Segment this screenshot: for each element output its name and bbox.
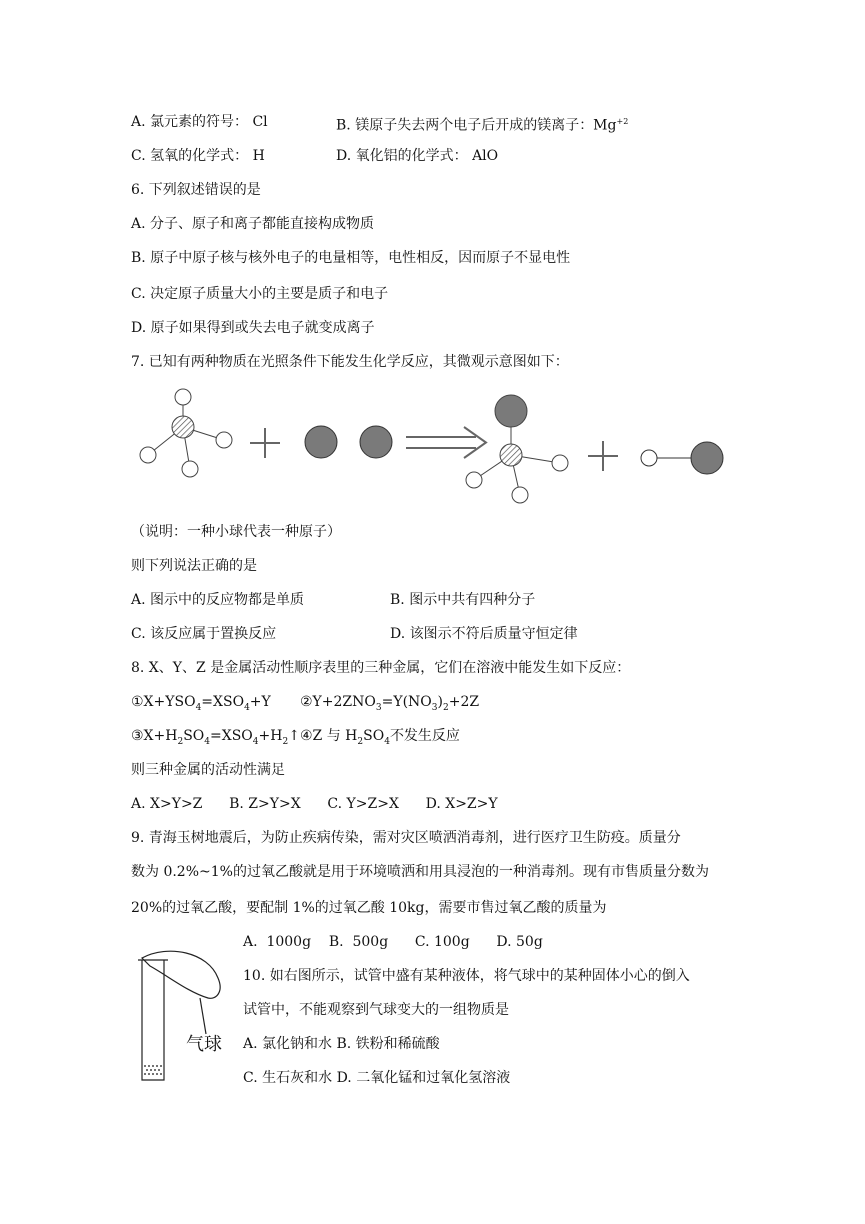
q8-r1-part: =XSO [201,694,245,710]
q8-reaction-3 [131,726,300,752]
q9-line-2: 数为 0.2%~1%的过氧乙酸就是用于环境喷洒和用具浸泡的一种消毒剂。现有市售质量分数为 [131,864,709,880]
q8-r4-sub: 4 [384,736,390,747]
q5-option-d: D. 氧化铝的化学式： AlO [336,148,499,164]
q8-reaction-4 [300,726,460,752]
q7-option-b: B. 图示中共有四种分子 [390,592,536,608]
q8-r2-part: ②Y+2ZNO [300,694,376,710]
q5-option-a: A. 氯元素的符号： Cl [131,114,268,130]
q7-note: （说明：一种小球代表一种原子） [131,524,341,540]
test-tube-balloon-figure [128,948,238,1088]
q8-r1-part: +Y [249,694,271,710]
q9-line-3: 20%的过氧乙酸，要配制 1%的过氧乙酸 10kg，需要市售过氧乙酸的质量为 [131,900,607,916]
q8-r4-part: 不发生反应 [389,728,460,744]
reaction-diagram [0,385,865,515]
q7-stem: 7. 已知有两种物质在光照条件下能发生化学反应，其微观示意图如下： [131,354,569,370]
q8-r3-part: +H [258,728,283,744]
q8-options: A. X>Y>Z B. Z>Y>X C. Y>Z>X D. X>Z>Y [131,796,498,812]
q10-line-2: 试管中，不能观察到气球变大的一组物质是 [243,1002,509,1018]
q5-option-b [336,112,628,136]
q8-r3-sub: 4 [204,736,211,747]
q8-reaction-2 [300,692,479,718]
q7-option-d: D. 该图示不符后质量守恒定律 [390,626,578,642]
q8-r3-arrow: ↑ [288,728,300,744]
q8-r3-part: ③X+H [131,728,178,744]
reactant-molecule-1 [140,389,232,477]
q7-lead: 则下列说法正确的是 [131,558,257,574]
q6-option-c: C. 决定原子质量大小的主要是质子和电子 [131,286,389,302]
q8-r2-sub: 3 [375,702,382,713]
q10-line-1: 10. 如右图所示，试管中盛有某种液体，将气球中的某种固体小心的倒入 [243,968,690,984]
q8-r3-sub: 2 [177,736,184,747]
product-molecule-1 [466,395,568,503]
product-molecule-2 [641,442,723,474]
q8-r2-sub: 3 [431,702,438,713]
q5-option-b-text: B. 镁原子失去两个电子后开成的镁离子：Mg [336,117,617,134]
q9-options: A. 1000g B. 500g C. 100g D. 50g [243,934,543,950]
q6-option-a: A. 分子、原子和离子都能直接构成物质 [131,216,375,232]
q6-stem: 6. 下列叙述错误的是 [131,182,261,198]
q8-r4-sub: 2 [357,736,364,747]
q8-r2-part: ) [437,694,443,710]
plus-sign-2 [588,441,618,471]
q8-r2-part: +2Z [448,694,480,710]
q8-r2-sub: 2 [443,702,449,713]
q6-option-d: D. 原子如果得到或失去电子就变成离子 [131,320,375,336]
q5-option-b-charge: +2 [616,117,629,126]
q8-r3-part: =XSO [210,728,253,744]
q8-stem: 8. X、Y、Z 是金属活动性顺序表里的三种金属，它们在溶液中能发生如下反应： [131,660,631,676]
q8-lead: 则三种金属的活动性满足 [131,762,285,778]
q8-reaction-1 [131,692,271,718]
q5-option-c: C. 氢氧的化学式： H [131,148,265,164]
q6-option-b: B. 原子中原子核与核外电子的电量相等，电性相反，因而原子不显电性 [131,250,571,266]
q7-option-c: C. 该反应属于置换反应 [131,626,277,642]
q8-r3-sub: 2 [282,736,289,747]
q8-r4-part: ④Z 与 H [300,728,358,744]
reactant-molecule-2 [305,426,392,458]
reaction-arrow [406,427,486,458]
q7-option-a: A. 图示中的反应物都是单质 [131,592,305,608]
q10-options-ab: A. 氯化钠和水 B. 铁粉和稀硫酸 [243,1036,440,1052]
q8-r4-part: SO [363,728,385,744]
q8-r1-sub: 4 [244,702,250,713]
q8-r1-part: ①X+YSO [131,694,196,710]
q8-r3-part: SO [183,728,205,744]
q8-r1-sub: 4 [195,702,202,713]
q9-line-1: 9. 青海玉树地震后，为防止疾病传染，需对灾区喷洒消毒剂，进行医疗卫生防疫。质量分 [131,830,681,846]
q8-r3-sub: 4 [252,736,259,747]
q8-r2-part: =Y(NO [381,694,432,710]
plus-sign-1 [250,428,280,458]
balloon-label: 气球 [186,1034,222,1055]
q10-options-cd: C. 生石灰和水 D. 二氧化锰和过氧化氢溶液 [243,1070,511,1086]
